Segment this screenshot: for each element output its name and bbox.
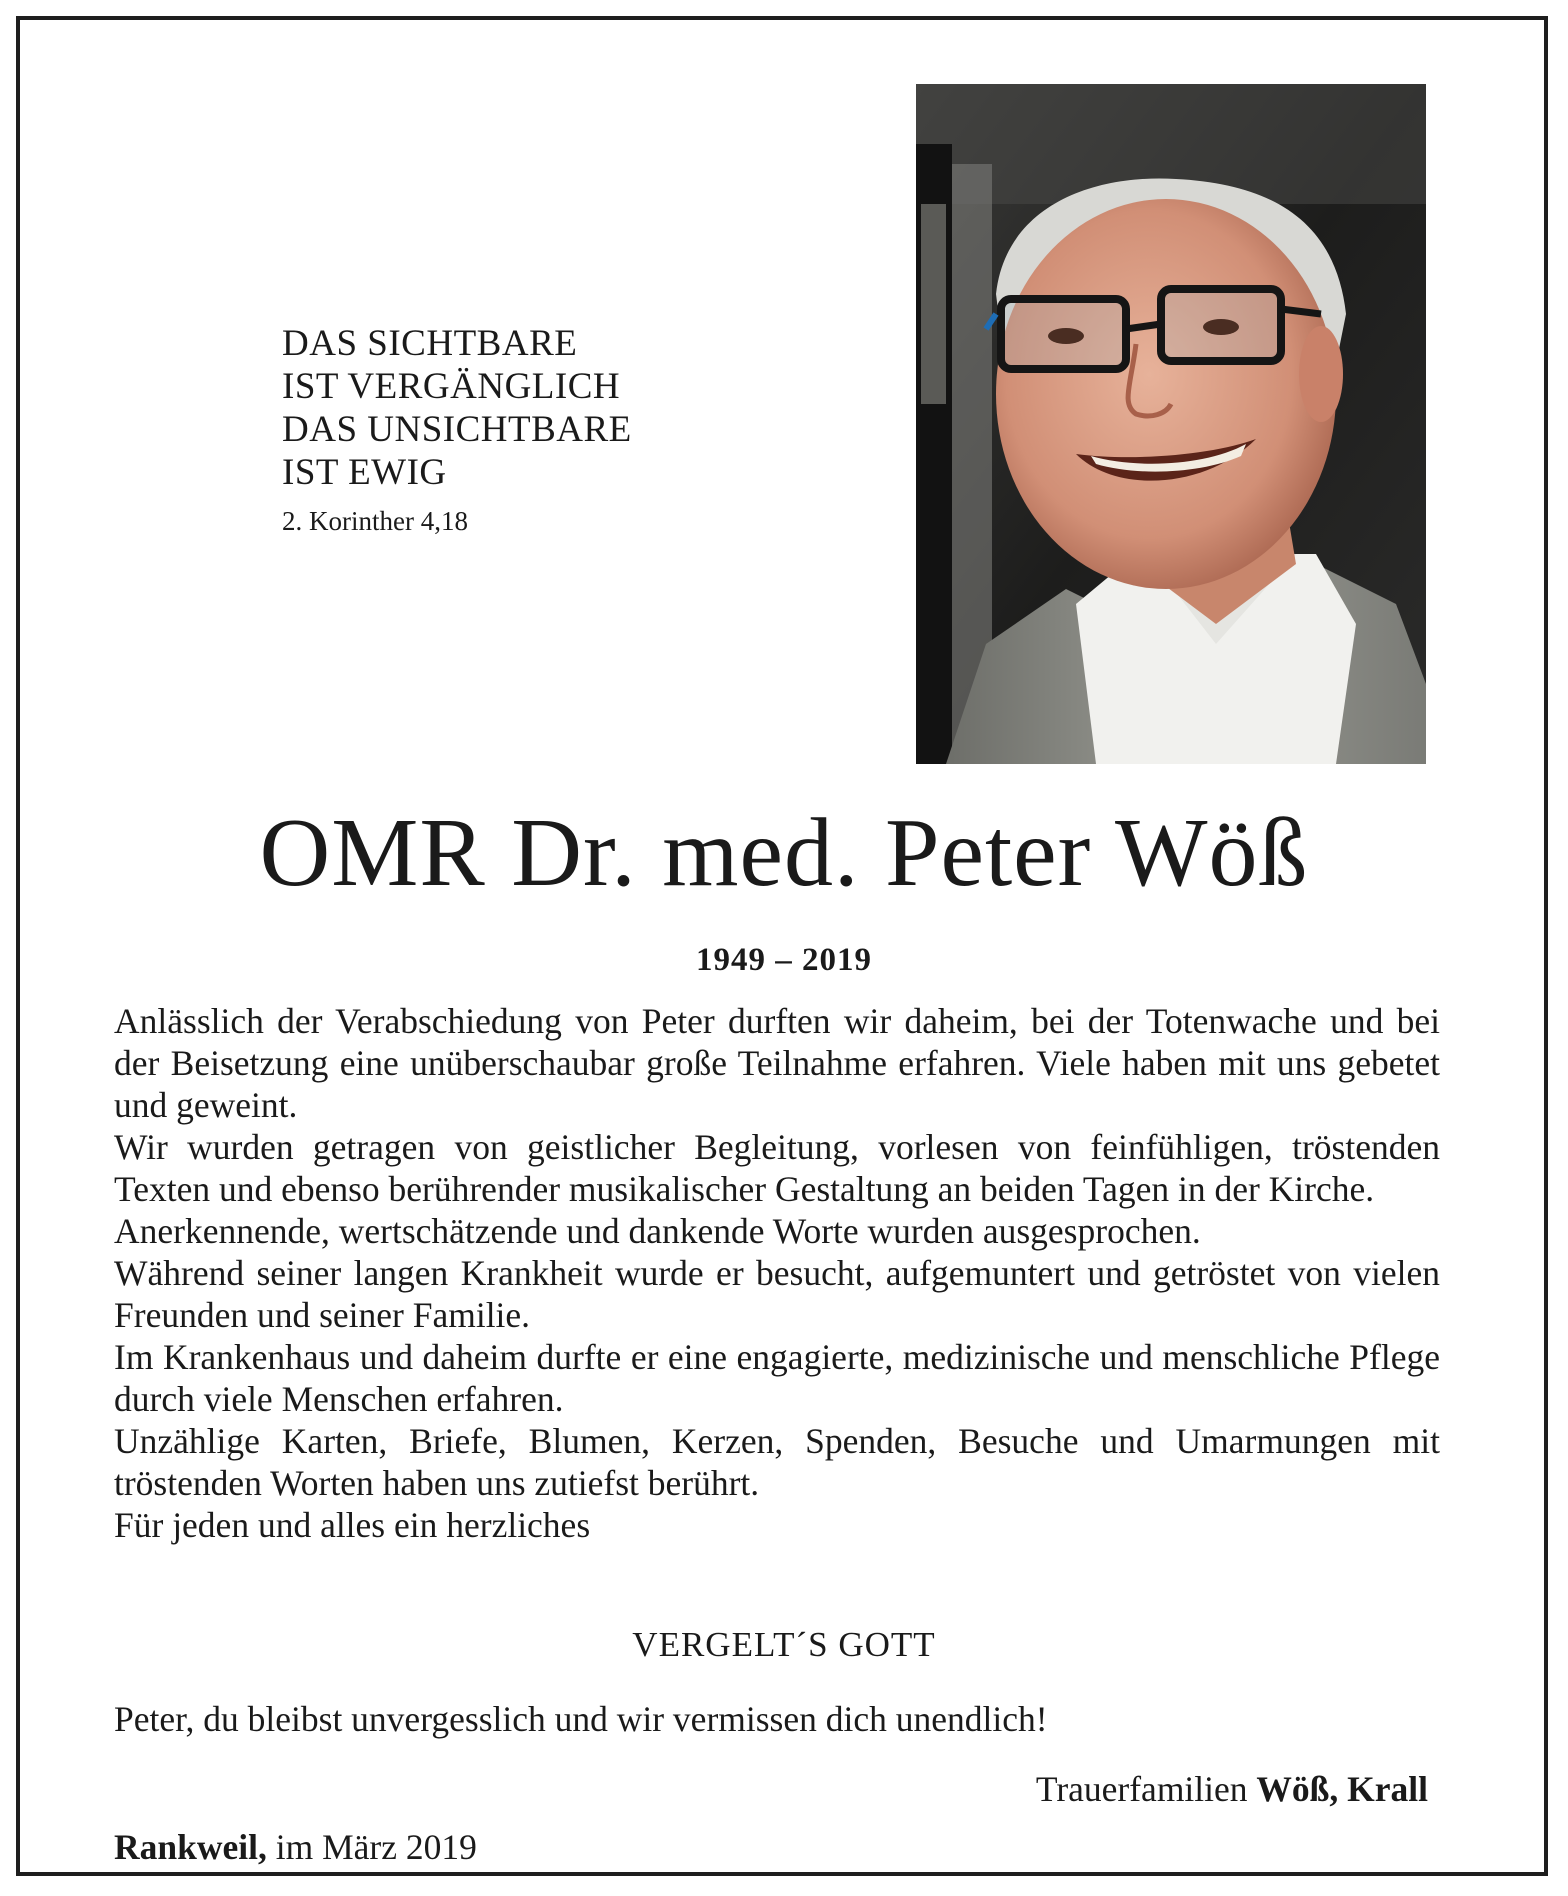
family-prefix: Trauerfamilien xyxy=(1035,1769,1248,1809)
portrait-photo xyxy=(916,84,1426,764)
paragraph-7: Für jeden und alles ein herzliches xyxy=(114,1505,591,1545)
quote-line-1: DAS SICHTBARE xyxy=(282,323,578,364)
closing-line: Peter, du bleibst unvergesslich und wir vermissen dich unendlich! xyxy=(114,1699,1048,1739)
quote-line-3: DAS UNSICHTBARE xyxy=(282,409,632,450)
obituary-text xyxy=(114,1000,1440,1546)
family-signature xyxy=(1036,1768,1428,1810)
bible-quote xyxy=(282,322,632,538)
paragraph-2: Wir wurden getragen von geistlicher Begleitung, vorlesen von feinfühligen, tröstenden Texten und ebenso berührender musikalischer Gestaltung an beiden Tagen in der Kirche. xyxy=(114,1127,1440,1209)
place-city: Rankweil, xyxy=(114,1827,267,1867)
thanks-heading: VERGELT´S GOTT xyxy=(632,1625,936,1664)
paragraph-3: Anerkennende, wertschätzende und dankende Worte wurden ausgesprochen. xyxy=(114,1211,1201,1251)
paragraph-6: Unzählige Karten, Briefe, Blumen, Kerzen, Spenden, Besuche und Umarmungen mit tröstenden Worten haben uns zutiefst berührt. xyxy=(114,1421,1440,1503)
deceased-name: OMR Dr. med. Peter Wöß xyxy=(259,799,1309,907)
paragraph-1: Anlässlich der Verabschiedung von Peter durften wir daheim, bei der Totenwache und bei der Beisetzung eine unüberschaubar große Teilnahme erfahren. Viele haben mit uns gebetet und geweint. xyxy=(114,1001,1440,1125)
quote-line-2: IST VERGÄNGLICH xyxy=(282,366,621,407)
place-date xyxy=(114,1826,477,1868)
paragraph-5: Im Krankenhaus und daheim durfte er eine engagierte, medizinische und menschliche Pflege durch viele Menschen erfahren. xyxy=(114,1337,1440,1419)
portrait-illustration xyxy=(916,84,1426,764)
quote-reference: 2. Korinther 4,18 xyxy=(282,506,468,536)
family-names: Wöß, Krall xyxy=(1256,1769,1428,1809)
life-years: 1949 – 2019 xyxy=(696,942,872,978)
place-date-text: im März 2019 xyxy=(275,1827,477,1867)
paragraph-4: Während seiner langen Krankheit wurde er besucht, aufgemuntert und getröstet von vielen Freunden und seiner Familie. xyxy=(114,1253,1440,1335)
quote-line-4: IST EWIG xyxy=(282,452,447,493)
